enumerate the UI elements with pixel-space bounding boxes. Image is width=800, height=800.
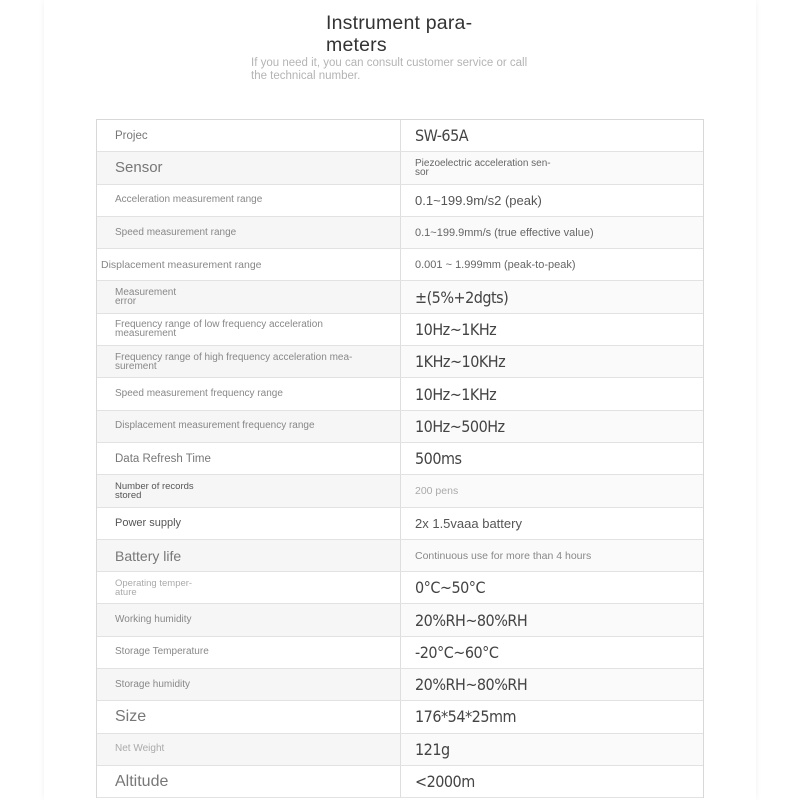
row-label: [97, 346, 401, 377]
row-label: [97, 572, 401, 603]
row-label-line-1: Number of records: [115, 480, 194, 492]
table-row-refresh-time: [97, 443, 703, 475]
row-value: 0.1~199.9mm/s (true effective value): [401, 217, 703, 248]
row-value: 0.001 ~ 1.999mm (peak-to-peak): [415, 258, 576, 271]
row-label-line-1: Frequency range of high frequency acceleration mea-: [115, 351, 353, 363]
row-label: Speed measurement frequency range: [97, 378, 401, 409]
row-label-line-1: Frequency range of low frequency acceleration: [115, 319, 323, 331]
row-label-line-1: Operating temper-: [115, 577, 193, 589]
row-label-line-2: stored: [115, 489, 142, 501]
table-row-working-humidity: [97, 604, 703, 636]
row-value: 121g: [401, 734, 703, 765]
row-value: 500ms: [415, 449, 462, 469]
table-row-measurement-error: [97, 281, 703, 313]
row-label: [97, 314, 401, 345]
row-label: [97, 281, 401, 312]
subtitle-line-2: the technical number.: [251, 70, 361, 82]
row-label: Altitude: [97, 766, 401, 797]
table-row-storage-temp: [97, 637, 703, 669]
row-value: 176*54*25mm: [415, 707, 517, 727]
row-value: 200 pens: [401, 475, 703, 506]
table-row-displacement-freq: [97, 411, 703, 443]
row-label: Size: [97, 701, 401, 732]
row-value-line-1: Piezoelectric acceleration sen-: [415, 157, 551, 169]
table-row-project: [97, 120, 703, 152]
row-value: <2000m: [415, 772, 475, 792]
table-row-speed-range: [97, 217, 703, 249]
row-label: [97, 475, 401, 506]
row-label: Data Refresh Time: [97, 443, 401, 474]
row-label: Speed measurement range: [97, 217, 401, 248]
table-row-acceleration-range: [97, 185, 703, 217]
row-label: Displacement measurement frequency range: [97, 411, 401, 442]
row-label-line-2: ature: [115, 586, 137, 598]
row-value: -20°C~60°C: [415, 642, 499, 662]
row-label: Acceleration measurement range: [97, 185, 401, 216]
row-value: 10Hz~500Hz: [401, 411, 703, 442]
table-row-size: [97, 701, 703, 733]
row-value: 0.1~199.9m/s2 (peak): [415, 192, 542, 208]
table-row-speed-freq: [97, 378, 703, 410]
row-label: Sensor: [97, 152, 401, 183]
row-value: 10Hz~1KHz: [415, 319, 497, 339]
table-row-sensor: [97, 152, 703, 184]
subtitle-line-1: If you need it, you can consult customer service or call: [251, 57, 528, 69]
table-row-storage-humidity: [97, 669, 703, 701]
row-value: 10Hz~1KHz: [415, 384, 497, 404]
row-value: [401, 152, 703, 183]
row-label: Net Weight: [97, 734, 401, 765]
row-label-line-2: surement: [115, 360, 157, 372]
row-label: Working humidity: [97, 604, 401, 635]
table-row-operating-temp: [97, 572, 703, 604]
row-label: Power supply: [97, 508, 401, 539]
table-row-battery-life: [97, 540, 703, 572]
row-value: 0°C~50°C: [415, 578, 486, 598]
page-subtitle: [251, 57, 561, 83]
table-row-net-weight: [97, 734, 703, 766]
row-label: Storage humidity: [97, 669, 401, 700]
row-label-line-1: Measurement: [115, 287, 177, 299]
row-label: Displacement measurement range: [97, 249, 401, 280]
row-value: 20%RH~80%RH: [401, 604, 703, 635]
table-row-displacement-range: [97, 249, 703, 281]
table-row-altitude: [97, 766, 703, 798]
title-line-1: Instrument para-: [326, 12, 473, 34]
spec-table: [96, 119, 704, 798]
row-value: 1KHz~10KHz: [401, 346, 703, 377]
row-label-line-2: measurement: [115, 328, 177, 340]
page-title: [326, 12, 526, 56]
row-label: Storage Temperature: [97, 637, 401, 668]
table-row-records-stored: [97, 475, 703, 507]
row-value: ±(5%+2dgts): [401, 281, 703, 312]
row-value-line-2: sor: [415, 166, 429, 178]
row-label: Battery life: [97, 540, 401, 571]
row-value: 20%RH~80%RH: [401, 669, 703, 700]
row-label-line-2: error: [115, 296, 137, 308]
title-line-2: meters: [326, 34, 387, 56]
row-value: 2x 1.5vaaa battery: [415, 515, 522, 531]
table-row-low-freq-accel: [97, 314, 703, 346]
table-row-high-freq-accel: [97, 346, 703, 378]
row-value: SW-65A: [415, 126, 469, 146]
row-label: Projec: [97, 120, 401, 151]
table-row-power-supply: [97, 508, 703, 540]
row-value: Continuous use for more than 4 hours: [401, 540, 703, 571]
